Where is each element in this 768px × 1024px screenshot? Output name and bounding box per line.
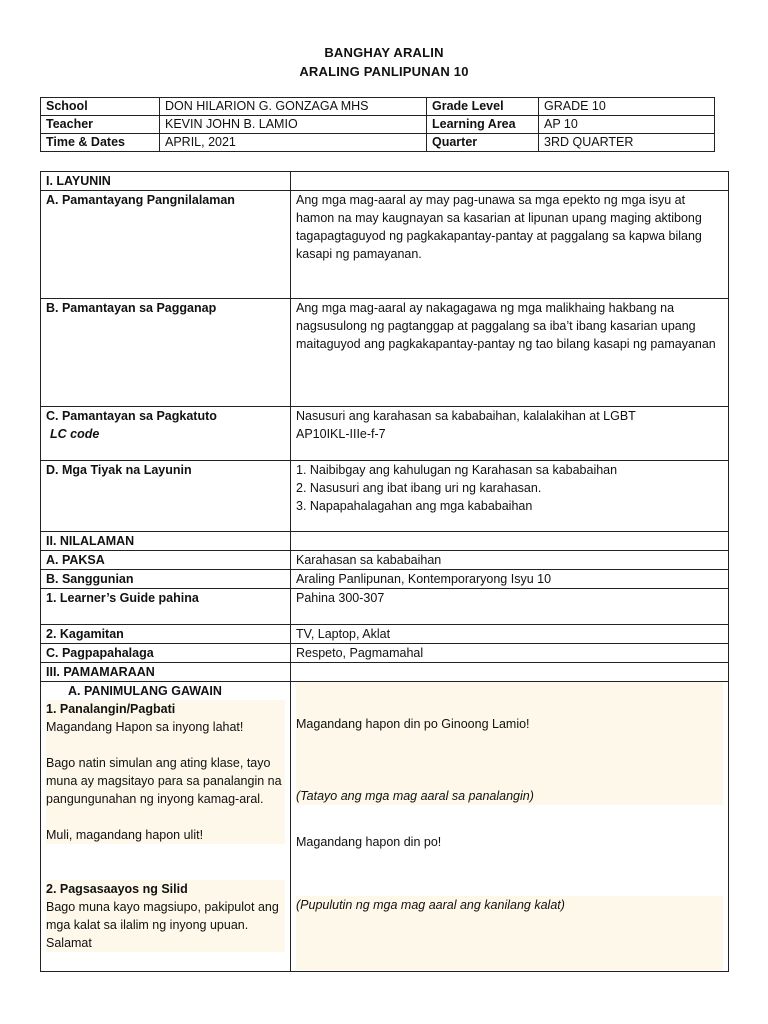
- student-prayer-response: (Tatayo ang mga mag aaral sa panalangin): [296, 789, 534, 803]
- empty-cell: [291, 663, 729, 682]
- teacher-greeting-again: Muli, magandang hapon ulit!: [46, 828, 204, 842]
- tiyak-na-layunin-label: D. Mga Tiyak na Layunin: [41, 461, 291, 532]
- school-label: School: [41, 98, 160, 116]
- pagsasaayos-silid-label: 2. Pagsasaayos ng Silid: [46, 882, 188, 896]
- grade-level-value: GRADE 10: [539, 98, 715, 116]
- teacher-value: KEVIN JOHN B. LAMIO: [160, 116, 427, 134]
- pamantayang-pangnilalaman-label: A. Pamantayang Pangnilalaman: [41, 191, 291, 299]
- pagpapahalaga-label: C. Pagpapahalaga: [41, 644, 291, 663]
- lc-code-label: LC code: [50, 427, 100, 441]
- table-row: [41, 644, 729, 663]
- empty-cell: [291, 172, 729, 191]
- list-item: 1. Naibibgay ang kahulugan ng Karahasan sa kababaihan: [296, 463, 618, 477]
- sanggunian-label: B. Sanggunian: [41, 570, 291, 589]
- header-info-table: [40, 97, 715, 152]
- kagamitan-label: 2. Kagamitan: [41, 625, 291, 644]
- table-row: [41, 461, 729, 532]
- document-subtitle: ARALING PANLIPUNAN 10: [299, 64, 469, 79]
- student-greeting: Magandang hapon din po Ginoong Lamio!: [296, 717, 530, 731]
- teacher-label: Teacher: [41, 116, 160, 134]
- teacher-greeting: Magandang Hapon sa inyong lahat!: [46, 720, 244, 734]
- lc-code-value: AP10IKL-IIIe-f-7: [296, 427, 386, 441]
- table-row: [41, 570, 729, 589]
- student-silid-block: [296, 896, 723, 970]
- table-row: [41, 407, 729, 461]
- lesson-plan-table: [40, 171, 729, 972]
- table-row: [41, 551, 729, 570]
- pagpapahalaga-value: Respeto, Pagmamahal: [291, 644, 729, 663]
- header-row-time: [41, 134, 715, 152]
- teacher-activity-cell: [41, 682, 291, 972]
- quarter-label: Quarter: [427, 134, 539, 152]
- learning-area-value: AP 10: [539, 116, 715, 134]
- table-row: [41, 532, 729, 551]
- teacher-silid-block: [46, 880, 285, 952]
- list-item: 3. Napapahalagahan ang mga kababaihan: [296, 499, 533, 513]
- pamantayan-pagganap-value: Ang mga mag-aaral ay nakagagawa ng mga malikhaing hakbang na nagsusulong ng pagtanggap at paggalang sa iba’t ibang kasarian upang maitaguyod ang pagkakapantay-pantay ng tao bilang kasapi ng pamayanan: [291, 299, 729, 407]
- student-silid-response: (Pupulutin ng mga mag aaral ang kanilang kalat): [296, 898, 565, 912]
- time-dates-value: APRIL, 2021: [160, 134, 427, 152]
- table-row: [41, 589, 729, 625]
- student-greeting-again: Magandang hapon din po!: [296, 835, 442, 849]
- pamantayang-pangnilalaman-value: Ang mga mag-aaral ay may pag-unawa sa mga epekto ng mga isyu at hamon na may kaugnayan sa kasarian at lipunan upang maging aktibong tagapagtaguyod ng pagkakapantay-pantay at paggalang sa kapwa bilang kasapi ng pamayanan.: [291, 191, 729, 299]
- school-value: DON HILARION G. GONZAGA MHS: [160, 98, 427, 116]
- section-heading-nilalaman: II. NILALAMAN: [41, 532, 291, 551]
- section-heading-layunin: I. LAYUNIN: [41, 172, 291, 191]
- teacher-silid-instruction: Bago muna kayo magsiupo, pakipulot ang mga kalat sa ilalim ng inyong upuan. Salamat: [46, 900, 279, 950]
- table-row: [41, 663, 729, 682]
- pamantayan-pagkatuto-value: Nasusuri ang karahasan sa kababaihan, kalalakihan at LGBT: [296, 409, 636, 423]
- learning-area-label: Learning Area: [427, 116, 539, 134]
- document-title: BANGHAY ARALIN: [324, 45, 444, 60]
- table-row: [41, 191, 729, 299]
- teacher-greeting-block: [46, 700, 285, 844]
- learners-guide-label: 1. Learner’s Guide pahina: [41, 589, 291, 625]
- table-row: [41, 172, 729, 191]
- empty-cell: [291, 532, 729, 551]
- table-row: [41, 682, 729, 972]
- header-row-school: [41, 98, 715, 116]
- learners-guide-value: Pahina 300-307: [291, 589, 729, 625]
- paksa-value: Karahasan sa kababaihan: [291, 551, 729, 570]
- pamantayan-pagkatuto-value-cell: [291, 407, 729, 461]
- sanggunian-value: Araling Panlipunan, Kontemporaryong Isyu 10: [291, 570, 729, 589]
- quarter-value: 3RD QUARTER: [539, 134, 715, 152]
- panalangin-label: 1. Panalangin/Pagbati: [46, 702, 176, 716]
- list-item: 2. Nasusuri ang ibat ibang uri ng karahasan.: [296, 481, 542, 495]
- table-row: [41, 625, 729, 644]
- kagamitan-value: TV, Laptop, Aklat: [291, 625, 729, 644]
- pamantayan-pagkatuto-cell: [41, 407, 291, 461]
- section-heading-pamamaraan: III. PAMAMARAAN: [41, 663, 291, 682]
- student-response-block: [296, 682, 723, 805]
- pamantayan-pagganap-label: B. Pamantayan sa Pagganap: [41, 299, 291, 407]
- header-row-teacher: [41, 116, 715, 134]
- grade-level-label: Grade Level: [427, 98, 539, 116]
- table-row: [41, 299, 729, 407]
- pamantayan-pagkatuto-label: C. Pamantayan sa Pagkatuto: [46, 409, 217, 423]
- teacher-prayer-instruction: Bago natin simulan ang ating klase, tayo muna ay magsitayo para sa panalangin na pangungunahan ng inyong kamag-aral.: [46, 756, 282, 806]
- time-dates-label: Time & Dates: [41, 134, 160, 152]
- panimulang-gawain-heading: A. PANIMULANG GAWAIN: [68, 684, 222, 698]
- paksa-label: A. PAKSA: [41, 551, 291, 570]
- student-activity-cell: [291, 682, 729, 972]
- tiyak-na-layunin-list: [291, 461, 729, 532]
